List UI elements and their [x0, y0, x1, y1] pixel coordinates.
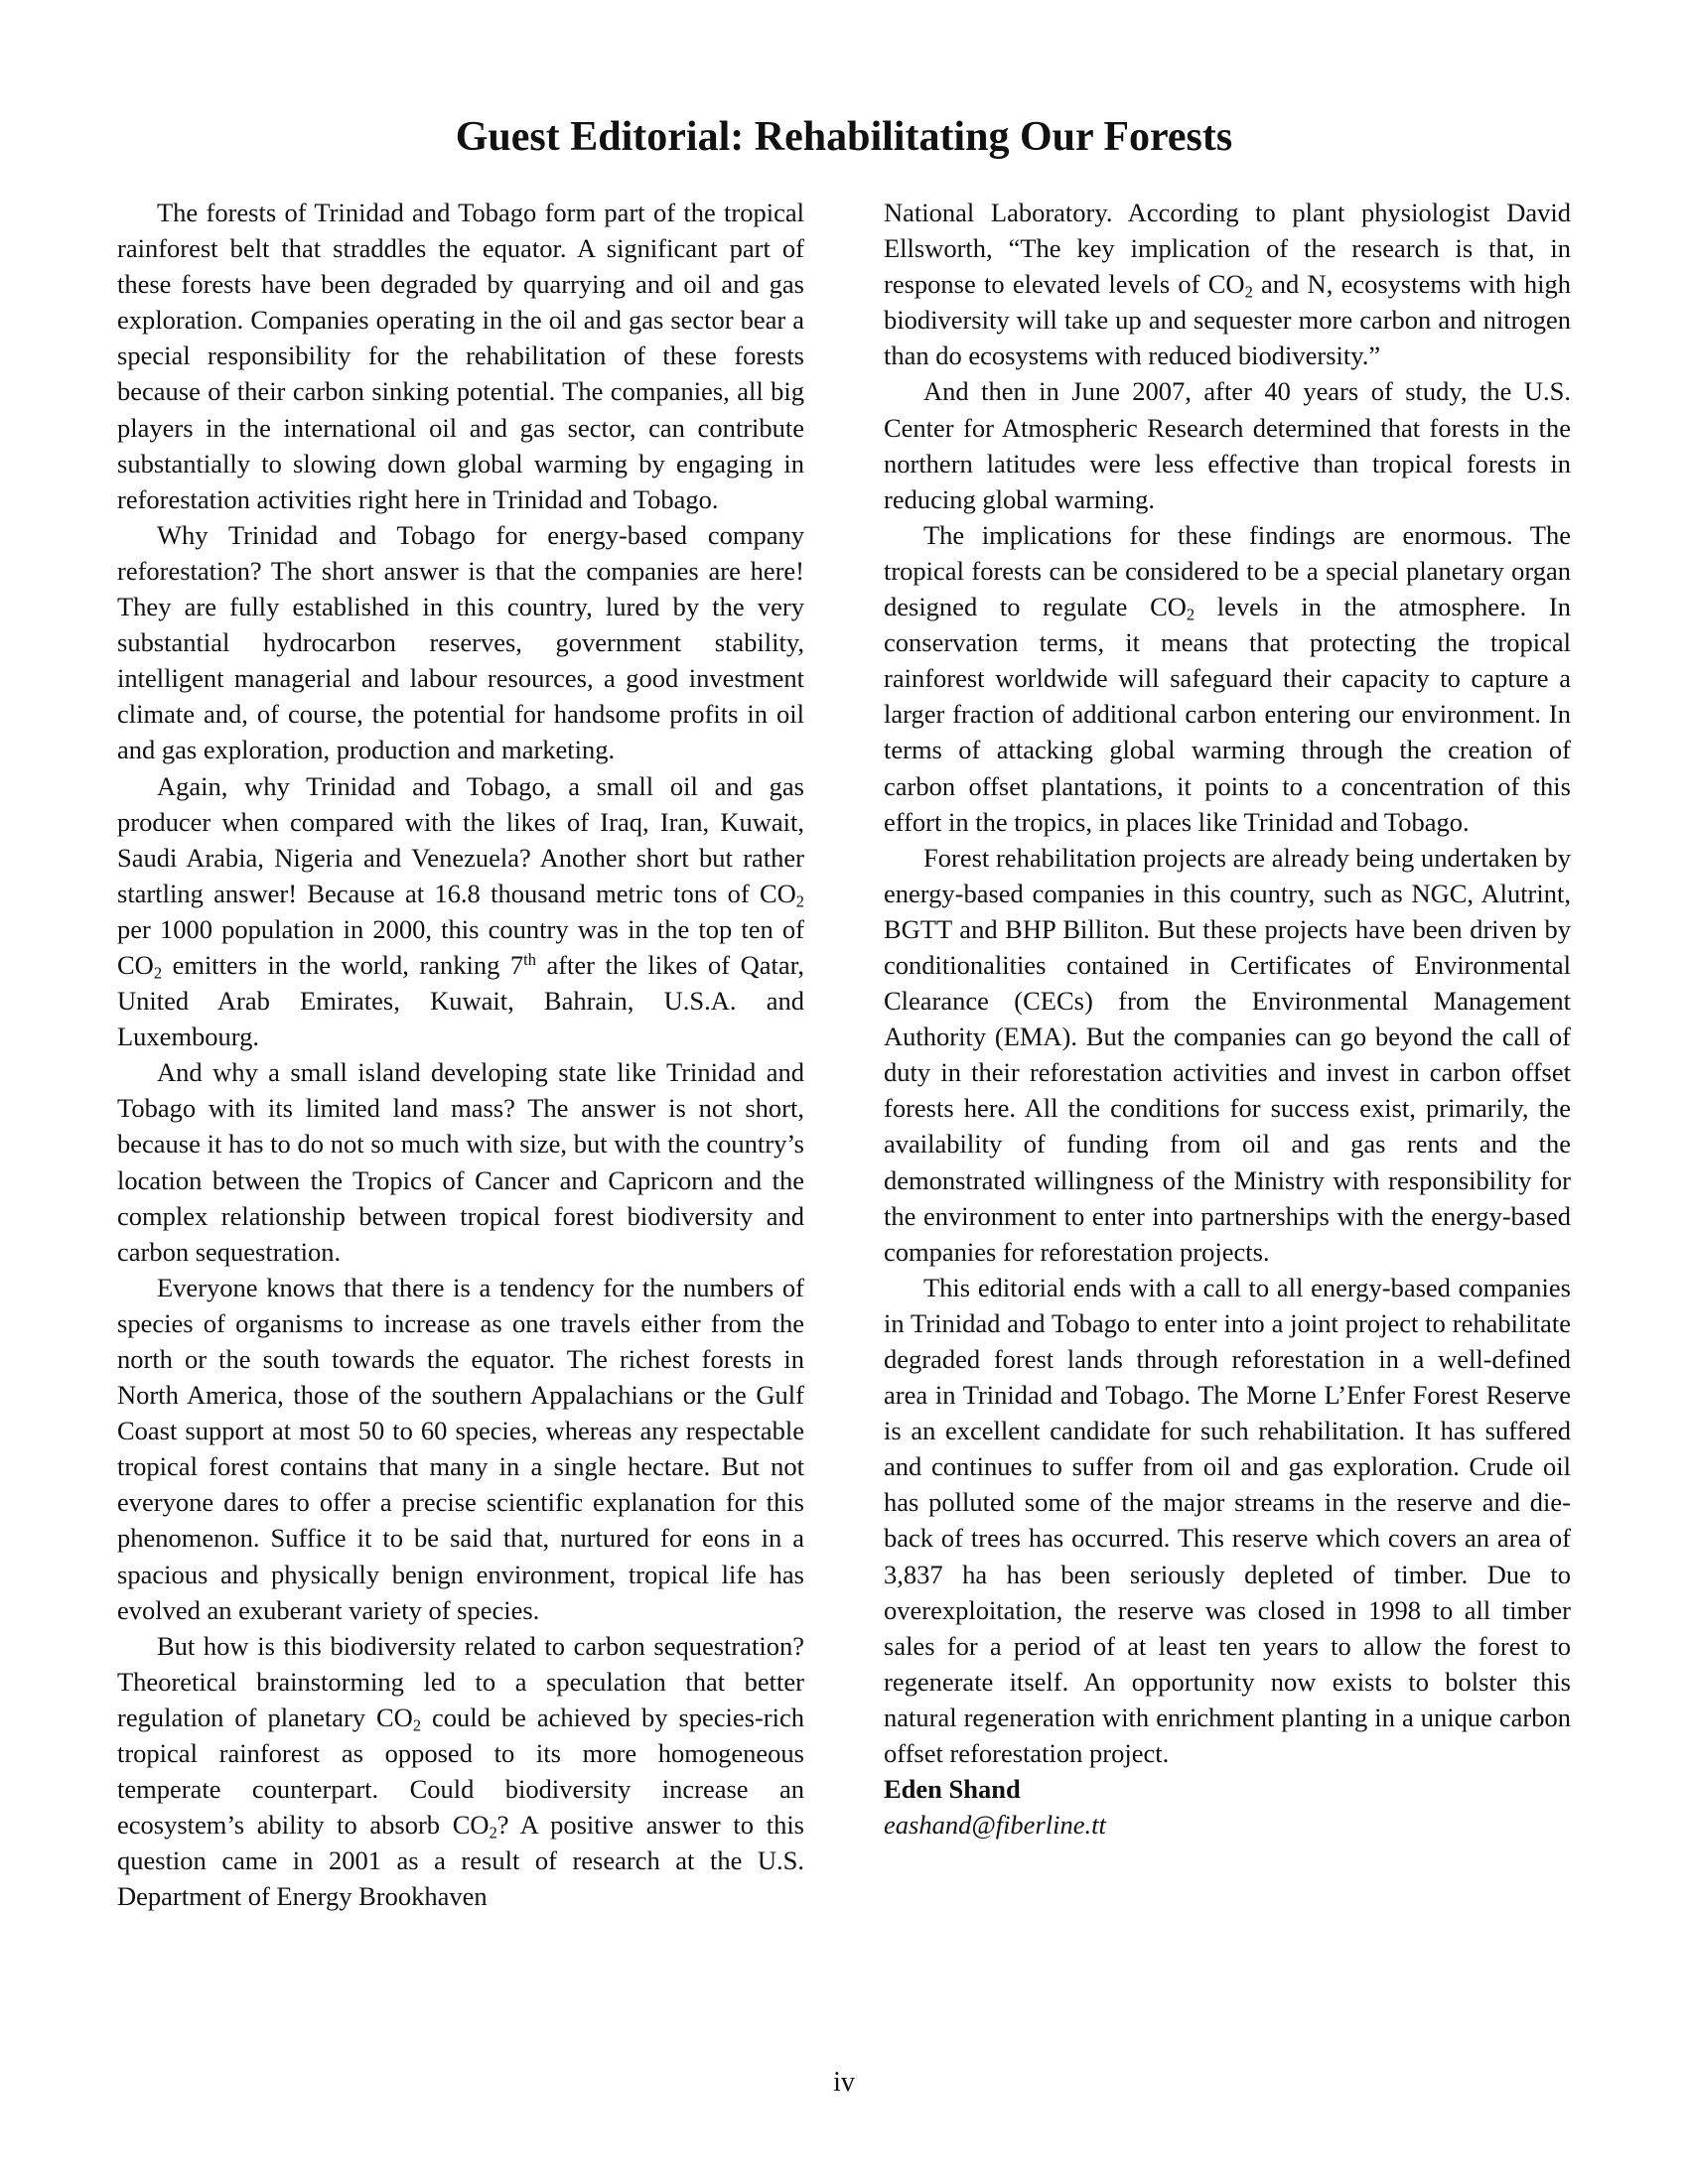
paragraph-call-to-action: This editorial ends with a call to all energy-based companies in Trinidad and Tobago to enter into a joint project to rehabilitate degraded forest lands through reforestation in a well-defined area in Trinidad and Tobago. The Morne L’Enfer Forest Reserve is an excellent candidate for such rehabilitation. It has suffered and continues to suffer from oil and gas exploration. Crude oil has polluted some of the major streams in the reserve and die-back of trees has occurred. This reserve which covers an area of 3,837 ha has been seriously depleted of timber. Due to overexploitation, the reserve was closed in 1998 to all timber sales for a period of at least ten years to allow the forest to regenerate itself. An opportunity now exists to bolster this natural regeneration with enrichment planting in a unique carbon offset reforestation project.	[884, 1272, 1571, 1769]
page-number: iv	[833, 2067, 855, 2098]
paragraph-why-reforestation: Why Trinidad and Tobago for energy-based company reforestation? The short answer is that the companies are here! They are fully established in this country, lured by the very substantial hydrocarbon reserves, government stability, intelligent managerial and labour resources, a good investment climate and, of course, the potential for handsome profits in oil and gas exploration, production and marketing.	[117, 519, 804, 765]
paragraph-small-island: And why a small island developing state like Trinidad and Tobago with its limited land mass? The answer is not short, because it has to do not so much with size, but with the country’s location between the Tropics of Cancer and Capricorn and the complex relationship between tropical forest biodiversity and carbon sequestration.	[117, 1057, 804, 1267]
paragraph-species-numbers: Everyone knows that there is a tendency for the numbers of species of organisms to increase as one travels either from the north or the south towards the equator. The richest forests in North America, those of the southern Appalachians or the Gulf Coast support at most 50 to 60 species, whereas any respectable tropical forest contains that many in a single hectare. But not everyone dares to offer a precise scientific explanation for this phenomenon. Suffice it to be said that, nurtured for eons in a spacious and physically benign environment, tropical life has evolved an exuberant variety of species.	[117, 1272, 804, 1625]
page-title: Guest Editorial: Rehabilitating Our Forests	[455, 114, 1233, 160]
paragraph-brookhaven-continued: National Laboratory. According to plant physiologist David Ellsworth, “The key implication of the research is that, in response to elevated levels of $CO_2$ and N, ecosystems with high biodiversity will take up and sequester more carbon and nitrogen than do ecosystems with reduced biodiversity.”	[884, 198, 1572, 371]
paragraph-rehabilitation-projects: Forest rehabilitation projects are already being undertaken by energy-based companies in this country, such as NGC, Alutrint, BGTT and BHP Billiton. But these projects have been driven by conditionalities contained in Certificates of Environmental Clearance (CECs) from the Environmental Management Authority (EMA). But the companies can go beyond the call of duty in their reforestation activities and invest in carbon offset forests here. All the conditions for success exist, primarily, the availability of funding from oil and gas rents and the demonstrated willingness of the Ministry with responsibility for the environment to enter into partnerships with the energy-based companies for reforestation projects.	[884, 842, 1571, 1267]
paragraph-implications: The implications for these findings are enormous. The tropical forests can be considered to be a special planetary organ designed to regulate $CO_2$ levels in the atmosphere. In conservation terms, it means that protecting the tropical rainforest worldwide will safeguard their capacity to capture a larger fraction of additional carbon entering our environment. In terms of attacking global warming through the creation of carbon offset plantations, it points to a concentration of this effort in the tropics, in places like Trinidad and Tobago.	[884, 519, 1571, 837]
paragraph-atmospheric-research: And then in June 2007, after 40 years of study, the U.S. Center for Atmospheric Research determined that forests in the northern latitudes were less effective than tropical forests in reducing global warming.	[884, 376, 1571, 514]
paragraph-co2-emitters: Again, why Trinidad and Tobago, a small oil and gas producer when compared with the likes of Iraq, Iran, Kuwait, Saudi Arabia, Nigeria and Venezuela? Another short but rather startling answer! Because at 16.8 thousand metric tons of $CO_2$ per 1000 population in 2000, this country was in the top ten of $CO_2$ emitters in the world, ranking 7th after the likes of Qatar, United Arab Emirates, Kuwait, Bahrain, U.S.A. and Luxembourg.	[117, 770, 805, 1052]
paragraph-biodiversity-carbon: But how is this biodiversity related to carbon sequestration? Theoretical brainstorming led to a speculation that better regulation of planetary $CO_2$ could be achieved by species-rich tropical rainforest as opposed to its more homogeneous temperate counterpart. Could biodiversity increase an ecosystem’s ability to absorb $CO_2$? A positive answer to this question came in 2001 as a result of research at the U.S. Department of Energy Brookhaven	[117, 1630, 804, 1912]
author-name: Eden Shand	[884, 1774, 1021, 1805]
author-email: eashand@fiberline.tt	[884, 1810, 1106, 1841]
paragraph-forests-intro: The forests of Trinidad and Tobago form part of the tropical rainforest belt that straddles the equator. A significant part of these forests have been degraded by quarrying and oil and gas exploration. Companies operating in the oil and gas sector bear a special responsibility for the rehabilitation of these forests because of their carbon sinking potential. The companies, all big players in the international oil and gas sector, can contribute substantially to slowing down global warming by engaging in reforestation activities right here in Trinidad and Tobago.	[117, 198, 804, 514]
right-column	[884, 195, 1571, 1843]
signature	[884, 1771, 1571, 1843]
left-column	[117, 195, 804, 1915]
